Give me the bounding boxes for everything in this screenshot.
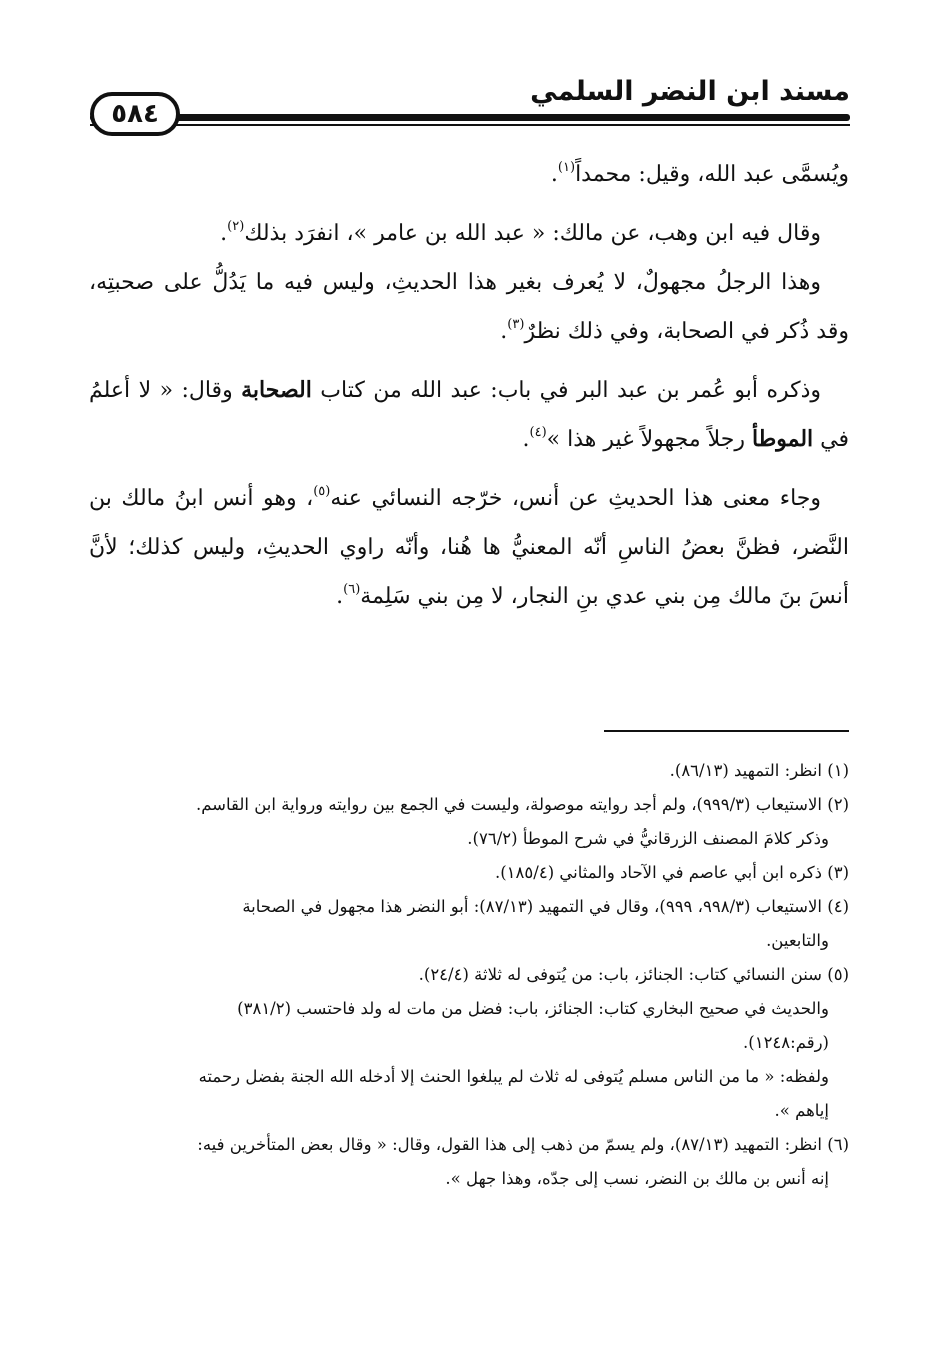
- footnote-6: (٦) انظر: التمهيد (٨٧/١٣)، ولم يسمّ من ذهب إلى هذا القول، وقال: « وقال بعض المتأخرين فيه:: [197, 1135, 849, 1154]
- footnote-ref-6: (٦): [343, 582, 361, 597]
- paragraph-4: [89, 366, 849, 464]
- footnote-5: (٥) سنن النسائي كتاب: الجنائز، باب: من يُتوفى له ثلاثة (٢٤/٤).: [418, 965, 849, 984]
- footnote-3: (٣) ذكره ابن أبي عاصم في الآحاد والمثاني (١٨٥/٤).: [494, 863, 849, 882]
- footnote-5-bukhari: والحديث في صحيح البخاري كتاب: الجنائز، باب: فضل من مات له ولد فاحتسب (٣٨١/٢): [237, 999, 829, 1018]
- footnote-1: (١) انظر: التمهيد (٨٦/١٣).: [669, 761, 849, 780]
- paragraph-5: [89, 474, 849, 621]
- paragraph-1-text: ويُسمَّى عبد الله، وقيل: محمداً: [575, 162, 849, 187]
- paragraph-2: [89, 209, 849, 258]
- paragraph-4-text-a: وذكره أبو عُمر بن عبد البر في باب: عبد الله من كتاب: [320, 378, 822, 403]
- paragraph-5-end: .: [336, 584, 344, 609]
- paragraph-3: [89, 258, 849, 356]
- footnote-4-continued: والتابعين.: [766, 931, 829, 950]
- footnote-ref-5: (٥): [313, 484, 331, 499]
- header-rule-thin: [90, 124, 850, 126]
- footnote-ref-4: (٤): [529, 425, 547, 440]
- footnote-ref-2: (٢): [227, 219, 245, 234]
- paragraph-2-text: وقال فيه ابن وهب، عن مالك: « عبد الله بن عامر »، انفرَد بذلك: [244, 221, 821, 246]
- paragraph-4-text-c: رجلاً مجهولاً غير هذا »: [546, 427, 746, 452]
- footnote-2: (٢) الاستيعاب (٩٩٩/٣)، ولم أجد روايته موصولة، وليست في الجمع بين روايته ورواية ابن القاسم.: [195, 795, 849, 814]
- footnote-5-wording: ولفظه: « ما من الناس مسلم يُتوفى له ثلاث لم يبلغوا الحنث إلا أدخله الله الجنة بفضل رحمته: [198, 1067, 829, 1086]
- paragraph-1: [89, 150, 849, 199]
- paragraph-1-end: .: [550, 162, 558, 187]
- footnote-separator: [604, 730, 849, 732]
- footnote-4: (٤) الاستيعاب (٩٩٨/٣، ٩٩٩)، وقال في التمهيد (٨٧/١٣): أبو النضر هذا مجهول في الصحابة: [242, 897, 849, 916]
- header-rule-thick: [90, 114, 850, 121]
- paragraph-3-text: وهذا الرجلُ مجهولٌ، لا يُعرف بغير هذا الحديثِ، وليس فيه ما يَدُلُّ على صحبتِه، وقد ذُكر في الصحابة، وفي ذلك نظرٌ: [89, 270, 849, 344]
- book-title-muwatta: الموطأ: [752, 426, 814, 452]
- paragraph-5-text-a: وجاء معنى هذا الحديثِ عن أنس، خرّجه النسائي عنه: [330, 486, 821, 511]
- footnote-6-continued: إنه أنس بن مالك بن النضر، نسب إلى جدّه، وهذا جهل ».: [445, 1169, 829, 1188]
- page-number-badge: ٥٨٤: [90, 92, 180, 136]
- paragraph-2-end: .: [220, 221, 228, 246]
- paragraph-5-text-b: ، وهو أنس ابنُ مالك بن النَّضر، فظنَّ بعضُ الناسِ أنّه المعنيُّ ها هُنا، وأنّه راوي الحديثِ، وليس كذلك؛ لأنَّ أنسَ بنَ مالك مِن بني عدي بنِ النجار، لا مِن بني سَلِمة: [89, 486, 849, 609]
- footnote-2-continued: وذكر كلامَ المصنف الزرقانيُّ في شرح الموطأ (٧٦/٢).: [467, 829, 829, 848]
- footnote-ref-1: (١): [557, 160, 576, 175]
- paragraph-4-end: .: [522, 427, 530, 452]
- paragraph-4-text-b: وقال: « لا أعلمُ في: [89, 378, 849, 452]
- footnotes: [89, 754, 849, 1196]
- footnote-ref-3: (٣): [507, 317, 525, 332]
- book-title-sahaba: الصحابة: [241, 377, 312, 403]
- main-text: [89, 150, 849, 621]
- footnote-5-wording-end: إياهم ».: [774, 1101, 829, 1120]
- page-header: [90, 70, 850, 140]
- running-title: مسند ابن النضر السلمي: [530, 76, 850, 107]
- paragraph-3-end: .: [500, 319, 508, 344]
- footnote-5-number: (رقم:١٢٤٨).: [743, 1033, 829, 1052]
